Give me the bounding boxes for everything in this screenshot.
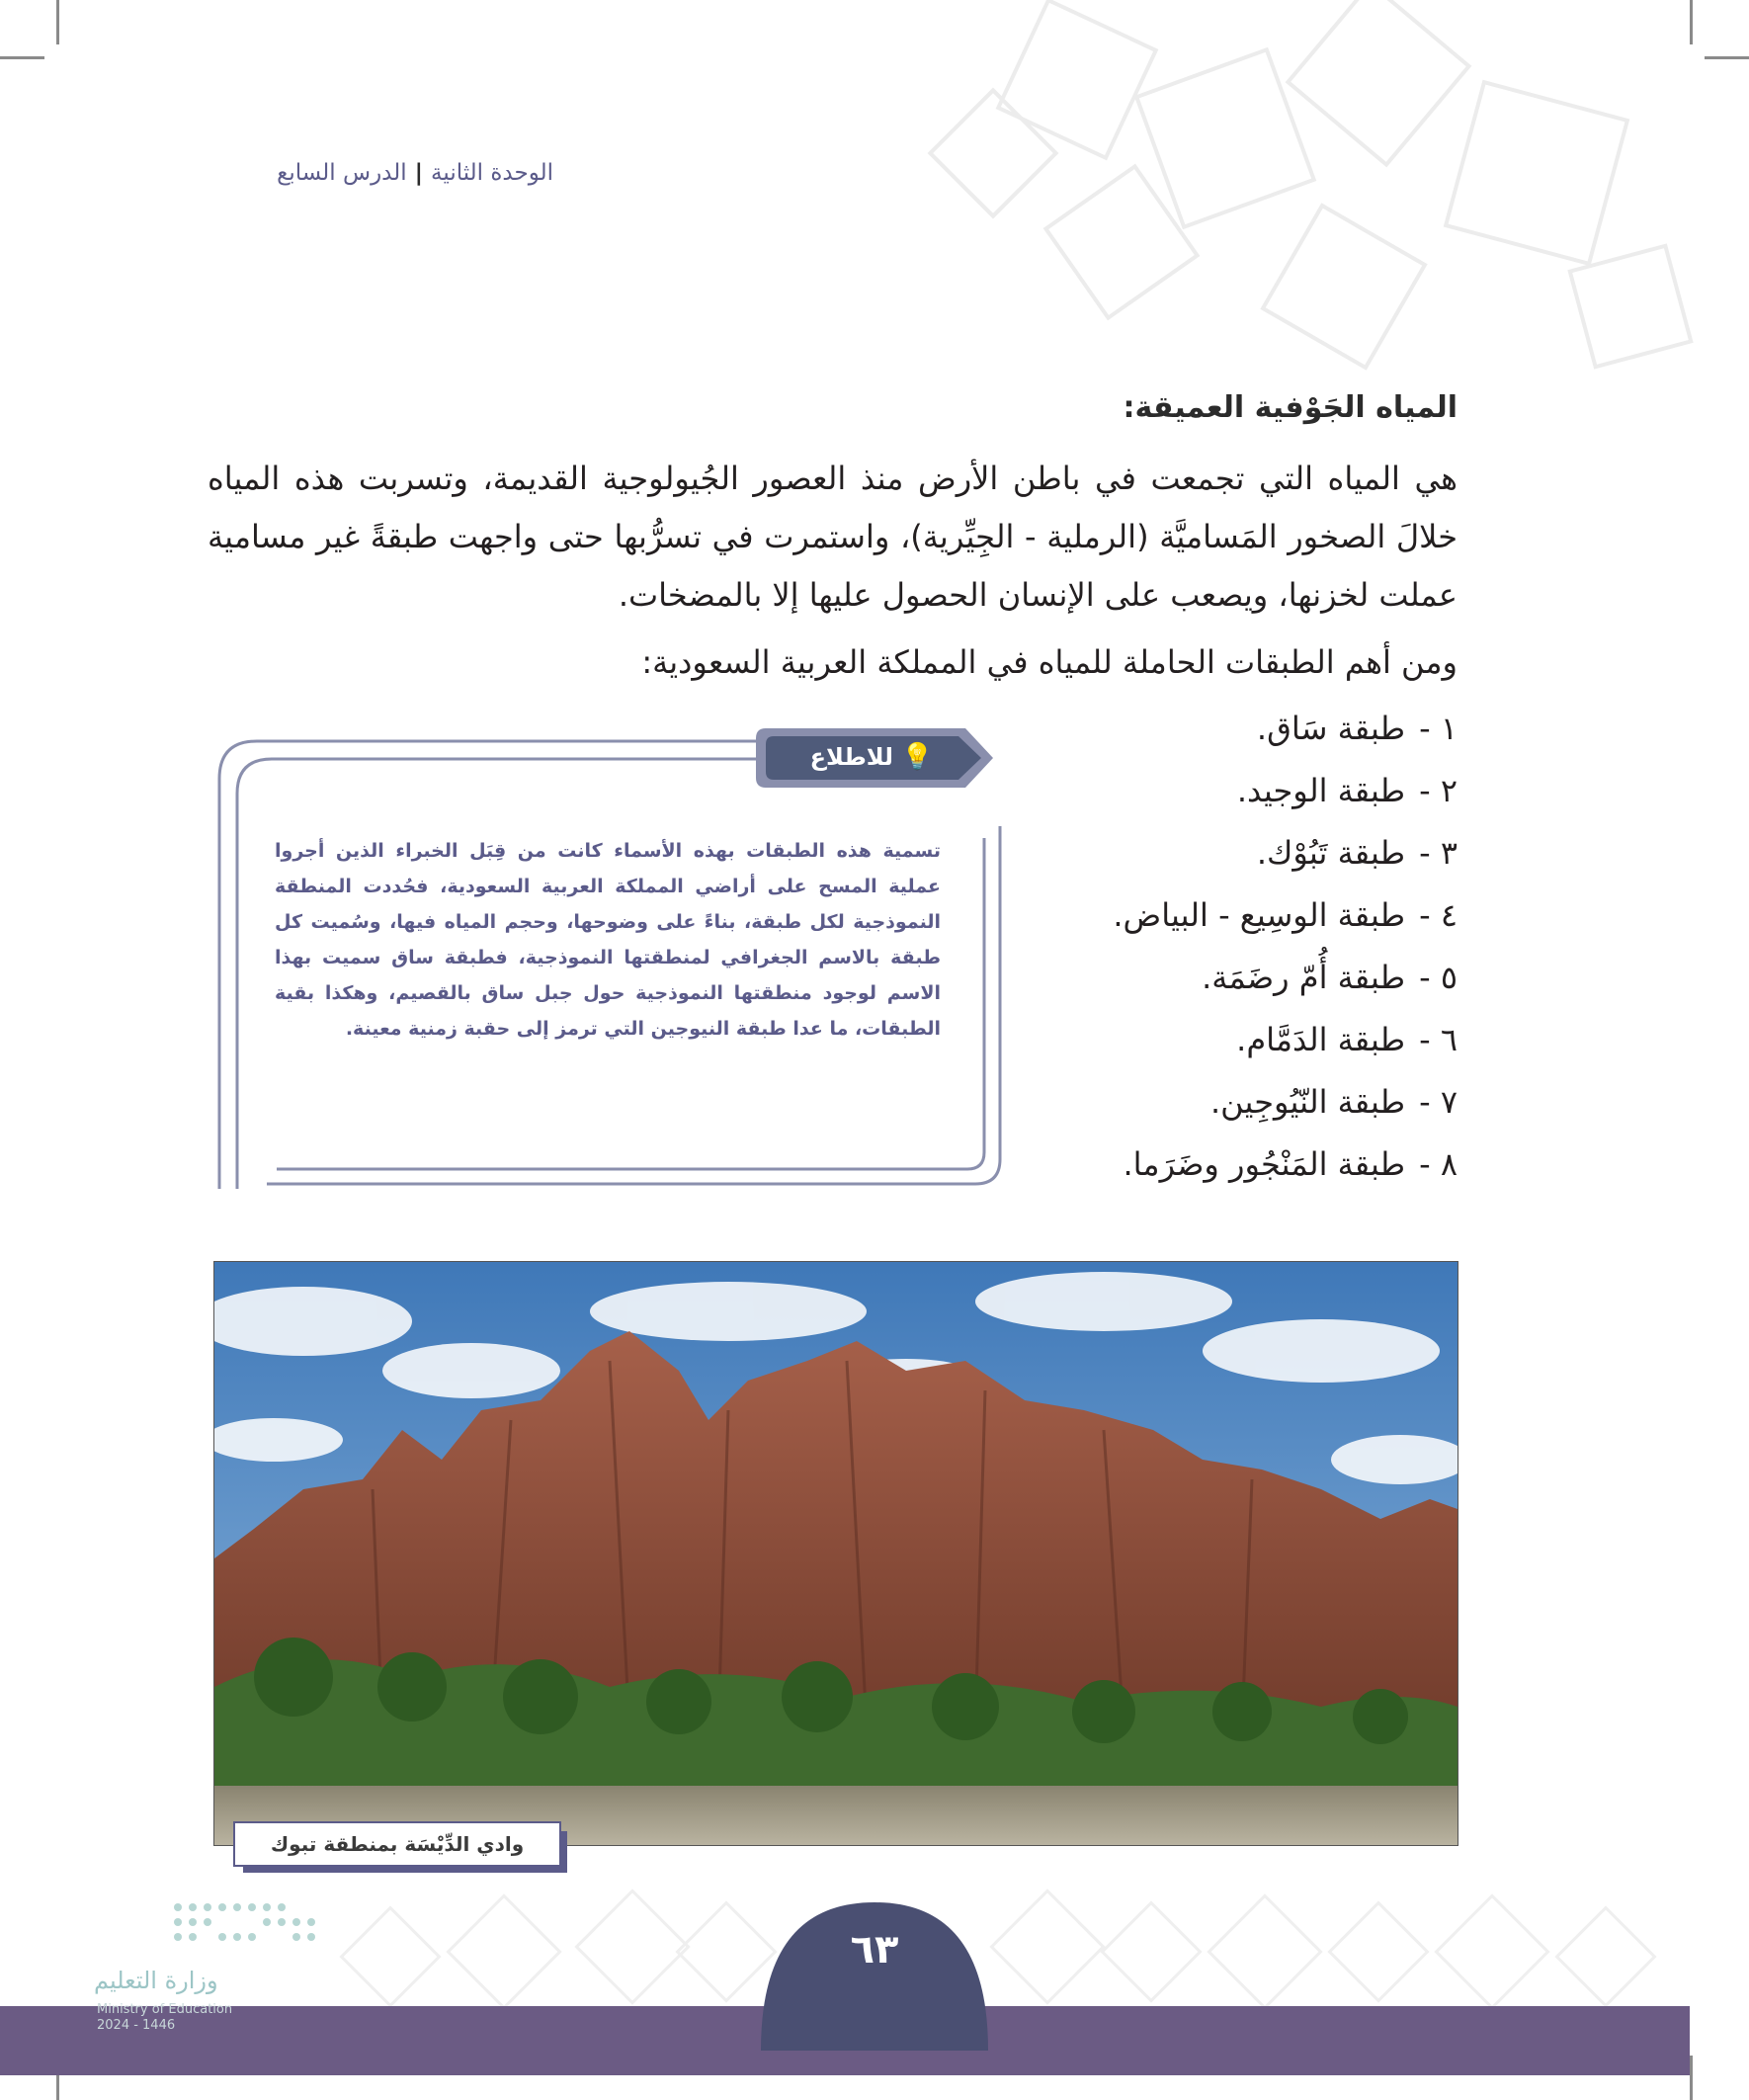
edition-year: 2024 - 1446 bbox=[97, 2018, 176, 2033]
lesson-label: الدرس السابع bbox=[277, 160, 407, 186]
unit-label: الوحدة الثانية bbox=[431, 160, 553, 186]
section-title: المياه الجَوْفية العميقة: bbox=[1123, 390, 1458, 425]
crop-mark bbox=[1690, 0, 1693, 44]
ministry-name-en: Ministry of Education bbox=[97, 2002, 233, 2017]
list-item: ٢ -طبقة الوجيد. bbox=[1236, 772, 1458, 809]
photo-caption: وادي الدِّيْسَة بمنطقة تبوك bbox=[233, 1821, 561, 1867]
page-number: ٦٣ bbox=[850, 1927, 899, 1973]
running-header bbox=[138, 160, 553, 200]
header-separator: | bbox=[414, 160, 424, 186]
info-box-text: تسمية هذه الطبقات بهذه الأسماء كانت من قِبَل الخبراء الذين أجروا عملية المسح على أراضي المملكة العربية السعودية، فحُددت المنطقة النموذجية لكل طبقة، بناءً على وضوحها، وحجم المياه فيها، وسُميت كل طبقة بالاسم الجغرافي لمنطقتها النموذجية، فطبقة ساق سميت بهذا الاسم لوجود منطقتها النموذجية حول جبل ساق بالقصيم، وهكذا بقية الطبقات، ما عدا طبقة النيوجين التي ترمز إلى حقبة زمنية معينة. bbox=[275, 840, 941, 1040]
list-item: ٧ -طبقة النّيُوجِين. bbox=[1210, 1083, 1458, 1121]
canyon-illustration bbox=[214, 1262, 1458, 1845]
info-tag bbox=[773, 736, 970, 778]
crop-mark bbox=[56, 0, 59, 44]
landscape-photo bbox=[213, 1261, 1458, 1846]
layers-intro: ومن أهم الطبقات الحاملة للمياه في المملكة العربية السعودية: bbox=[641, 643, 1458, 681]
list-item: ٦ -طبقة الدَمَّام. bbox=[1236, 1021, 1458, 1058]
lightbulb-icon: 💡 bbox=[901, 742, 934, 772]
paragraph-text: هي المياه التي تجمعت في باطن الأرض منذ العصور الجُيولوجية القديمة، وتسربت هذه المياه خلالَ الصخور المَساميَّة (الرملية - الجِيِّرية)، واستمرت في تسرُّبها حتى واجهت طبقةً غير مسامية عملت لخزنها، ويصعب على الإنسان الحصول عليها إلا بالمضخات. bbox=[208, 460, 1458, 614]
list-item: ٨ -طبقة المَنْجُور وضَرَما. bbox=[1123, 1145, 1458, 1183]
ministry-subtitle bbox=[97, 2002, 294, 2034]
layers-list bbox=[983, 698, 1458, 1196]
crop-mark bbox=[1705, 56, 1749, 59]
crop-mark bbox=[1690, 2056, 1693, 2100]
section-paragraph bbox=[208, 450, 1458, 625]
list-item: ٣ -طبقة تَبُوْك. bbox=[1256, 834, 1458, 872]
ministry-name: وزارة التعليم bbox=[94, 1967, 218, 1994]
list-item: ١ -طبقة سَاق. bbox=[1256, 710, 1458, 747]
list-item: ٥ -طبقة أُمّ رضَمَة. bbox=[1202, 959, 1458, 996]
list-item: ٤ -طبقة الوسِيع - البياض. bbox=[1113, 896, 1458, 934]
crop-mark bbox=[0, 56, 44, 59]
info-tag-label: للاطلاع bbox=[809, 743, 894, 771]
